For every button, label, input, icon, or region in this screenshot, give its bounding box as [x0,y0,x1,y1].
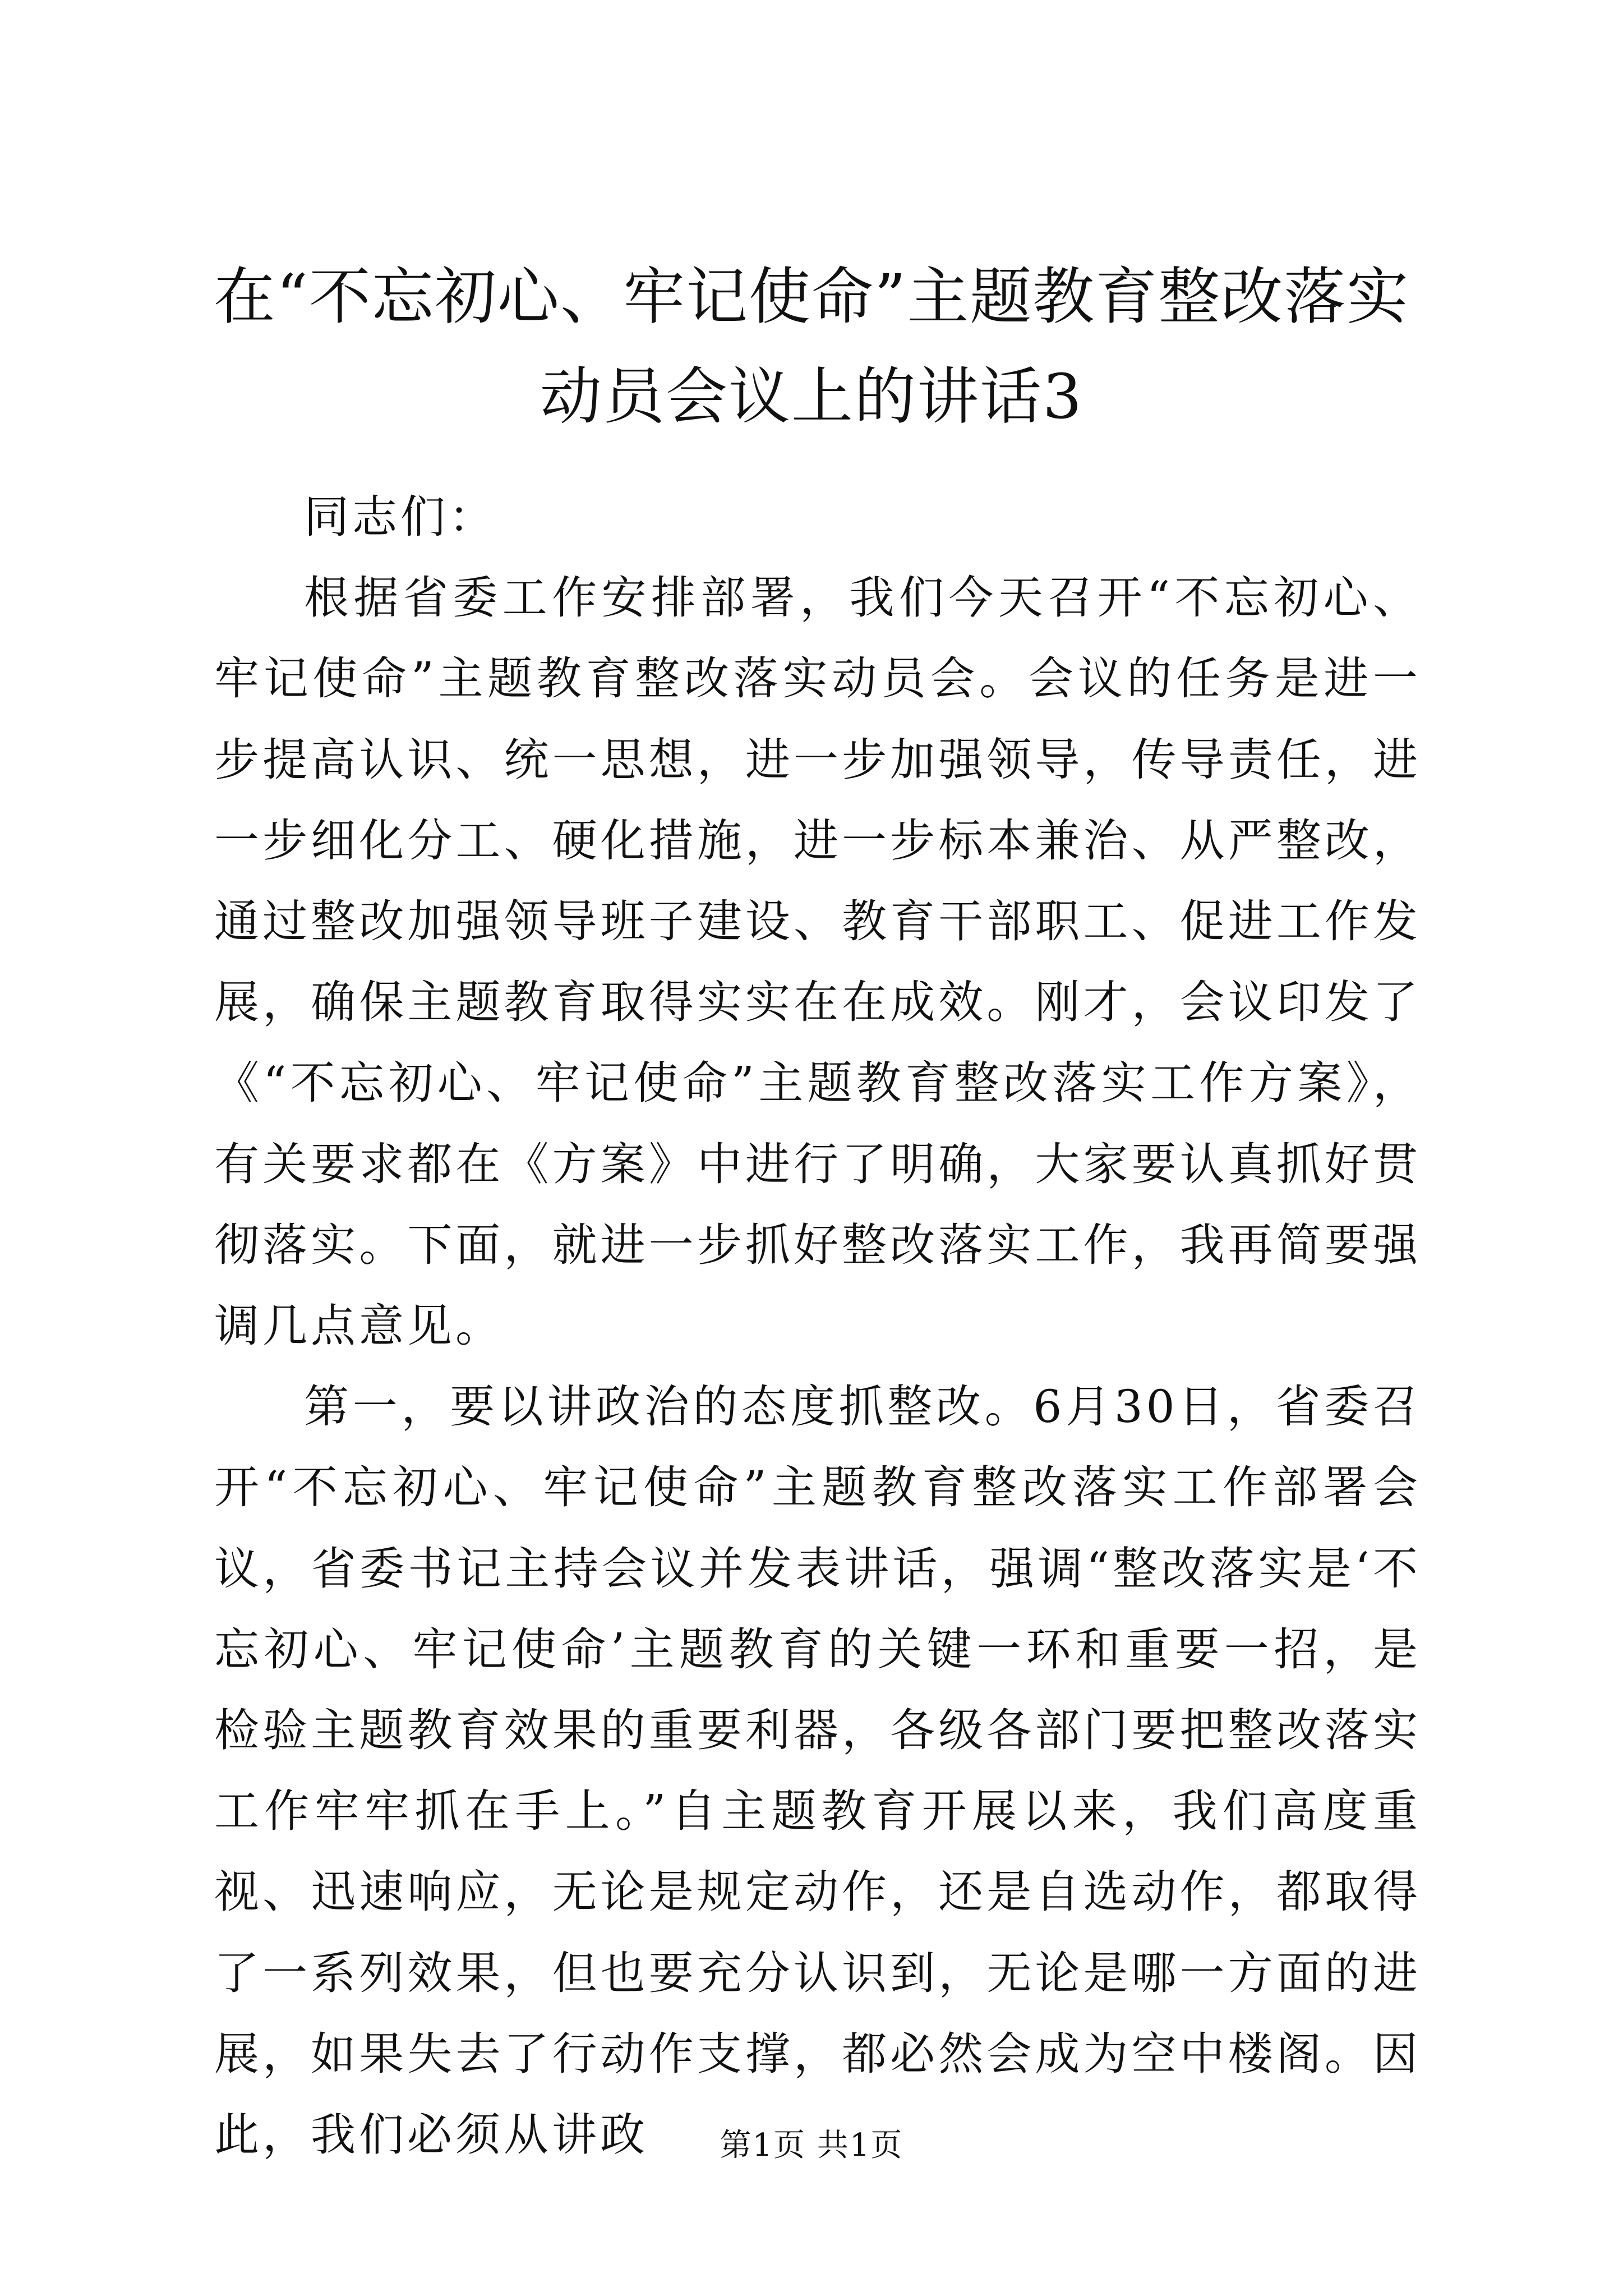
salutation: 同志们： [304,491,497,543]
paragraph-first-point: 第一，要以讲政治的态度抓整改。6月30日，省委召开“不忘初心、牢记使命”主题教育整改落实工作部署会议，省委书记主持会议并发表讲话，强调“整改落实是‘不忘初心、牢记使命’主题教育的关键一环和重要一招，是检验主题教育效果的重要利器，各级各部门要把整改落实工作牢牢抓在手上。”自主题教育开展以来，我们高度重视、迅速响应，无论是规定动作，还是自选动作，都取得了一系列效果，但也要充分认识到，无论是哪一方面的进展，如果失去了行动作支撑，都必然会成为空中楼阁。因此，我们必须从讲政 [214,1381,1421,2161]
title-line-2: 动员会议上的讲话3 [540,361,1083,432]
document-body [214,477,1421,2175]
paragraph-intro: 根据省委工作安排部署，我们今天召开“不忘初心、牢记使命”主题教育整改落实动员会。会议的任务是进一步提高认识、统一思想，进一步加强领导，传导责任，进一步细化分工、硬化措施，进一步标本兼治、从严整改，通过整改加强领导班子建设、教育干部职工、促进工作发展，确保主题教育取得实实在在成效。刚才，会议印发了《“不忘初心、牢记使命”主题教育整改落实工作方案》，有关要求都在《方案》中进行了明确，大家要认真抓好贯彻落实。下面，就进一步抓好整改落实工作，我再简要强调几点意见。 [214,572,1421,1352]
document-title [168,247,1455,447]
title-line-1: 在“不忘初心、牢记使命”主题教育整改落实 [213,261,1410,333]
page-footer: 第1页 共1页 [720,2127,903,2164]
